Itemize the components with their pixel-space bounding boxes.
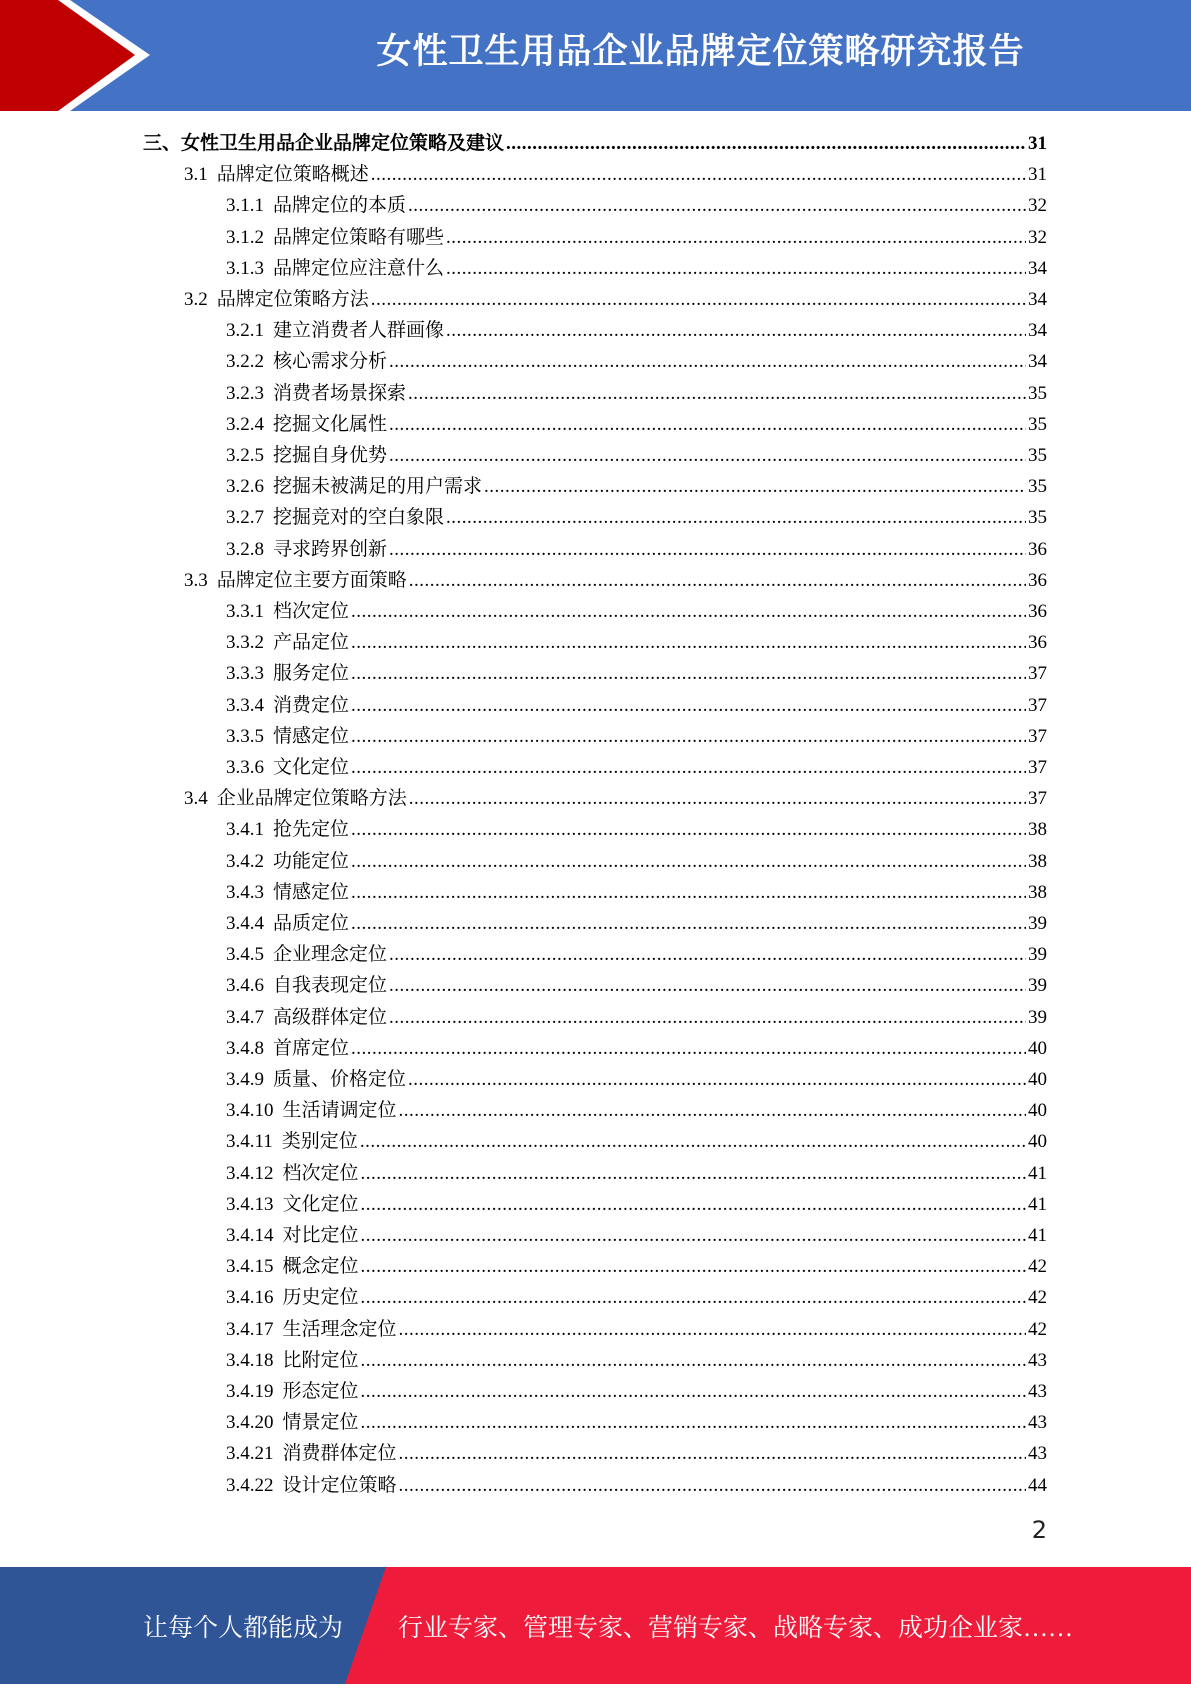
toc-dot-leader xyxy=(446,502,1026,533)
toc-dot-leader xyxy=(351,658,1026,689)
toc-dot-leader xyxy=(408,190,1026,221)
toc-entry-page: 42 xyxy=(1028,1256,1047,1278)
toc-entry[interactable] xyxy=(226,409,1047,440)
toc-dot-leader xyxy=(351,908,1026,939)
toc-entry-number: 3.4.19 xyxy=(226,1381,274,1402)
toc-entry-title: 情感定位 xyxy=(273,725,350,747)
toc-entry[interactable] xyxy=(226,378,1047,409)
toc-dot-leader xyxy=(389,346,1026,377)
toc-entry[interactable] xyxy=(226,846,1047,877)
toc-entry-number: 3.2.1 xyxy=(226,320,264,342)
toc-entry[interactable] xyxy=(226,471,1047,502)
toc-entry-page: 34 xyxy=(1028,289,1047,310)
toc-entry-number: 3.2.2 xyxy=(226,351,264,373)
toc-entry-page: 39 xyxy=(1028,1006,1047,1028)
toc-entry[interactable] xyxy=(184,783,1047,814)
toc-entry-page: 41 xyxy=(1028,1193,1047,1215)
toc-entry-page: 37 xyxy=(1028,694,1047,716)
toc-entry-title: 服务定位 xyxy=(273,663,350,685)
toc-entry-page: 36 xyxy=(1028,601,1047,622)
toc-entry-page: 34 xyxy=(1028,257,1047,279)
toc-entry-number: 3.4.3 xyxy=(226,881,264,903)
toc-entry-page: 35 xyxy=(1028,413,1047,435)
toc-entry-title: 女性卫生用品企业品牌定位策略及建议 xyxy=(181,133,505,154)
toc-entry-page: 36 xyxy=(1028,538,1047,560)
toc-dot-leader xyxy=(389,409,1026,440)
toc-entry-page: 32 xyxy=(1028,226,1047,248)
toc-entry-page: 43 xyxy=(1028,1443,1047,1465)
toc-entry-number: 3.4.9 xyxy=(226,1069,264,1090)
toc-entry[interactable] xyxy=(226,1095,1047,1126)
toc-entry-title: 质量、价格定位 xyxy=(273,1069,407,1090)
toc-entry-page: 37 xyxy=(1028,663,1047,685)
toc-entry-number: 3.4.4 xyxy=(226,913,264,934)
toc-entry-title: 品牌定位策略方法 xyxy=(216,289,369,310)
toc-dot-leader xyxy=(409,783,1026,814)
toc-dot-leader xyxy=(408,1064,1026,1095)
toc-entry-title: 挖掘未被满足的用户需求 xyxy=(273,476,483,498)
toc-dot-leader xyxy=(351,721,1026,752)
toc-entry[interactable] xyxy=(226,721,1047,752)
toc-entry-page: 41 xyxy=(1028,1162,1047,1184)
toc-entry[interactable] xyxy=(184,565,1047,596)
toc-dot-leader xyxy=(446,222,1026,253)
toc-entry[interactable] xyxy=(226,1002,1047,1033)
toc-entry-page: 35 xyxy=(1028,507,1047,529)
toc-entry-number: 3.2.7 xyxy=(226,507,264,529)
toc-dot-leader xyxy=(361,1407,1026,1438)
toc-dot-leader xyxy=(371,159,1026,190)
toc-dot-leader xyxy=(361,1189,1026,1220)
toc-entry-title: 企业品牌定位策略方法 xyxy=(216,788,407,810)
toc-entry[interactable] xyxy=(226,1064,1047,1095)
page-header xyxy=(0,0,1191,111)
toc-entry-title: 企业理念定位 xyxy=(273,944,388,966)
toc-entry-title: 品质定位 xyxy=(273,913,350,934)
toc-entry[interactable] xyxy=(226,1376,1047,1407)
toc-entry[interactable] xyxy=(226,814,1047,845)
toc-entry[interactable] xyxy=(226,690,1047,721)
toc-entry-number: 3.4.8 xyxy=(226,1037,264,1059)
toc-entry[interactable] xyxy=(226,346,1047,377)
toc-entry[interactable] xyxy=(226,1189,1047,1220)
toc-entry-number: 3.4.14 xyxy=(226,1225,274,1246)
toc-entry[interactable] xyxy=(226,1282,1047,1313)
toc-dot-leader xyxy=(361,1345,1026,1376)
toc-entry[interactable] xyxy=(226,1033,1047,1064)
toc-entry-page: 40 xyxy=(1028,1100,1047,1122)
toc-entry-number: 3.1.2 xyxy=(226,226,264,248)
toc-entry-title: 功能定位 xyxy=(273,850,350,872)
toc-entry-page: 31 xyxy=(1028,133,1047,154)
toc-dot-leader xyxy=(360,1126,1026,1157)
toc-entry[interactable] xyxy=(226,1470,1047,1501)
toc-entry-page: 39 xyxy=(1028,913,1047,934)
toc-entry[interactable] xyxy=(226,1251,1047,1282)
toc-entry[interactable] xyxy=(226,939,1047,970)
footer-slogan-right: 行业专家、管理专家、营销专家、战略专家、成功企业家…… xyxy=(398,1615,1074,1642)
toc-entry[interactable] xyxy=(226,502,1047,533)
toc-entry[interactable] xyxy=(226,627,1047,658)
toc-entry[interactable] xyxy=(226,1126,1047,1157)
toc-entry[interactable] xyxy=(226,658,1047,689)
toc-dot-leader xyxy=(399,1470,1026,1501)
toc-entry[interactable] xyxy=(226,1314,1047,1345)
toc-entry[interactable] xyxy=(226,1407,1047,1438)
toc-entry-title: 档次定位 xyxy=(282,1162,359,1184)
toc-entry-number: 3.3.3 xyxy=(226,663,264,685)
toc-entry-title: 情感定位 xyxy=(273,881,350,903)
toc-entry-title: 品牌定位主要方面策略 xyxy=(216,569,407,591)
toc-entry-page: 40 xyxy=(1028,1131,1047,1153)
toc-dot-leader xyxy=(399,1314,1026,1345)
toc-dot-leader xyxy=(351,752,1026,783)
toc-entry-title: 文化定位 xyxy=(282,1193,359,1215)
toc-dot-leader xyxy=(389,440,1026,471)
toc-entry-page: 35 xyxy=(1028,476,1047,498)
toc-entry-number: 3.3.2 xyxy=(226,632,264,654)
toc-entry-page: 38 xyxy=(1028,850,1047,872)
toc-entry-title: 消费者场景探索 xyxy=(273,382,407,404)
toc-entry-title: 挖掘竞对的空白象限 xyxy=(273,507,445,529)
toc-dot-leader xyxy=(351,877,1026,908)
toc-entry-title: 情景定位 xyxy=(282,1412,359,1434)
toc-entry[interactable] xyxy=(184,159,1047,190)
toc-entry-title: 类别定位 xyxy=(281,1131,358,1153)
toc-entry-title: 挖掘文化属性 xyxy=(273,413,388,435)
toc-entry-number: 3.3.1 xyxy=(226,601,264,622)
toc-entry-title: 档次定位 xyxy=(273,601,350,622)
toc-entry-number: 3.4.21 xyxy=(226,1443,274,1465)
toc-dot-leader xyxy=(361,1251,1026,1282)
toc-entry[interactable] xyxy=(226,596,1047,627)
toc-dot-leader xyxy=(351,690,1026,721)
toc-dot-leader xyxy=(408,378,1026,409)
toc-entry-number: 3.2.3 xyxy=(226,382,264,404)
toc-entry[interactable] xyxy=(226,908,1047,939)
toc-entry-title: 文化定位 xyxy=(273,757,350,778)
toc-entry-page: 43 xyxy=(1028,1349,1047,1371)
toc-entry-number: 3.3.6 xyxy=(226,757,264,778)
toc-dot-leader xyxy=(361,1220,1026,1251)
toc-entry-page: 35 xyxy=(1028,382,1047,404)
toc-entry[interactable] xyxy=(226,534,1047,565)
toc-entry-number: 3.1.3 xyxy=(226,257,264,279)
toc-entry-title: 首席定位 xyxy=(273,1037,350,1059)
toc-entry-number: 3.2.6 xyxy=(226,476,264,498)
page-number: 2 xyxy=(1031,1516,1047,1544)
toc-entry-number: 3.3 xyxy=(184,569,208,591)
toc-entry-title: 寻求跨界创新 xyxy=(273,538,388,560)
toc-entry-number: 3.4.2 xyxy=(226,850,264,872)
toc-entry-page: 39 xyxy=(1028,944,1047,966)
toc-dot-leader xyxy=(399,1438,1026,1469)
toc-dot-leader xyxy=(389,534,1026,565)
toc-entry-page: 32 xyxy=(1028,195,1047,217)
toc-entry-page: 35 xyxy=(1028,445,1047,466)
toc-entry[interactable] xyxy=(226,1438,1047,1469)
toc-entry[interactable] xyxy=(226,190,1047,221)
toc-entry-number: 3.4.15 xyxy=(226,1256,274,1278)
toc-entry[interactable] xyxy=(226,1345,1047,1376)
toc-dot-leader xyxy=(351,1033,1026,1064)
toc-entry-page: 36 xyxy=(1028,569,1047,591)
toc-entry-number: 3.3.5 xyxy=(226,725,264,747)
toc-entry-number: 3.4.22 xyxy=(226,1474,274,1496)
toc-entry-page: 34 xyxy=(1028,351,1047,373)
toc-entry-title: 挖掘自身优势 xyxy=(273,445,388,466)
toc-entry-page: 31 xyxy=(1028,164,1047,186)
toc-entry-page: 38 xyxy=(1028,819,1047,841)
toc-entry-number: 3.1 xyxy=(184,164,208,186)
toc-entry-title: 品牌定位的本质 xyxy=(273,195,407,217)
toc-entry-page: 36 xyxy=(1028,632,1047,654)
toc-entry-page: 43 xyxy=(1028,1381,1047,1402)
toc-dot-leader xyxy=(389,1002,1026,1033)
toc-entry[interactable] xyxy=(226,752,1047,783)
toc-entry-number: 3.2.5 xyxy=(226,445,264,466)
toc-entry-number: 3.3.4 xyxy=(226,694,264,716)
toc-entry-title: 抢先定位 xyxy=(273,819,350,841)
toc-entry-number: 3.4.17 xyxy=(226,1318,274,1340)
toc-dot-leader xyxy=(351,627,1026,658)
toc-entry-number: 3.4.10 xyxy=(226,1100,274,1122)
toc-entry-page: 37 xyxy=(1028,788,1047,810)
page-footer xyxy=(0,1567,1191,1684)
toc-entry-title: 品牌定位应注意什么 xyxy=(273,257,445,279)
toc-dot-leader xyxy=(361,1158,1026,1189)
toc-entry-page: 38 xyxy=(1028,881,1047,903)
toc-entry-title: 高级群体定位 xyxy=(273,1006,388,1028)
toc-entry-title: 品牌定位策略概述 xyxy=(216,164,369,186)
toc-entry-page: 44 xyxy=(1028,1474,1047,1496)
report-title: 女性卫生用品企业品牌定位策略研究报告 xyxy=(376,32,1025,72)
toc-entry-title: 形态定位 xyxy=(282,1381,359,1402)
toc-entry-page: 41 xyxy=(1028,1225,1047,1246)
toc-entry-title: 消费定位 xyxy=(273,694,350,716)
toc-dot-leader xyxy=(389,970,1026,1001)
toc-dot-leader xyxy=(484,471,1026,502)
toc-dot-leader xyxy=(446,315,1026,346)
toc-dot-leader xyxy=(351,596,1026,627)
toc-entry-number: 3.4.7 xyxy=(226,1006,264,1028)
toc-entry-title: 核心需求分析 xyxy=(273,351,388,373)
toc-entry-page: 43 xyxy=(1028,1412,1047,1434)
toc-dot-leader xyxy=(371,284,1026,315)
toc-entry[interactable] xyxy=(226,1220,1047,1251)
toc-entry-number: 3.4.6 xyxy=(226,975,264,997)
toc-entry-number: 3.4.20 xyxy=(226,1412,274,1434)
toc-entry[interactable] xyxy=(226,1158,1047,1189)
toc-entry-number: 3.4.11 xyxy=(226,1131,273,1153)
toc-entry[interactable] xyxy=(226,440,1047,471)
toc-entry-number: 3.1.1 xyxy=(226,195,264,217)
toc-entry-number: 3.4.1 xyxy=(226,819,264,841)
toc-entry-title: 对比定位 xyxy=(282,1225,359,1246)
toc-entry-number: 3.2 xyxy=(184,289,208,310)
toc-dot-leader xyxy=(361,1376,1026,1407)
toc-entry-title: 产品定位 xyxy=(273,632,350,654)
toc-entry-title: 消费群体定位 xyxy=(282,1443,397,1465)
toc-entry-number: 3.4.16 xyxy=(226,1287,274,1309)
toc-entry-title: 品牌定位策略有哪些 xyxy=(273,226,445,248)
footer-slogan-left: 让每个人都能成为 xyxy=(143,1615,344,1642)
toc-entry-number: 3.4.18 xyxy=(226,1349,274,1371)
toc-dot-leader xyxy=(361,1282,1026,1313)
toc-entry-page: 42 xyxy=(1028,1318,1047,1340)
toc-entry-number: 3.4 xyxy=(184,788,208,810)
toc-entry-page: 39 xyxy=(1028,975,1047,997)
toc-entry-page: 37 xyxy=(1028,725,1047,747)
toc-entry-title: 概念定位 xyxy=(282,1256,359,1278)
toc-entry[interactable] xyxy=(226,315,1047,346)
toc-entry-number: 三、 xyxy=(143,133,182,154)
toc-entry[interactable] xyxy=(226,970,1047,1001)
toc-entry-number: 3.2.4 xyxy=(226,413,264,435)
toc-entry-page: 40 xyxy=(1028,1069,1047,1090)
toc-entry[interactable] xyxy=(184,284,1047,315)
toc-entry-number: 3.4.12 xyxy=(226,1162,274,1184)
toc-dot-leader xyxy=(446,253,1026,284)
toc-dot-leader xyxy=(351,814,1026,845)
toc-entry-title: 生活请调定位 xyxy=(282,1100,397,1122)
toc-entry-title: 比附定位 xyxy=(282,1349,359,1371)
toc-dot-leader xyxy=(506,128,1026,159)
toc-dot-leader xyxy=(389,939,1026,970)
toc-entry-page: 40 xyxy=(1028,1037,1047,1059)
toc-dot-leader xyxy=(399,1095,1026,1126)
toc-entry-title: 自我表现定位 xyxy=(273,975,388,997)
toc-entry-number: 3.4.13 xyxy=(226,1193,274,1215)
toc-entry-page: 42 xyxy=(1028,1287,1047,1309)
toc-entry-title: 建立消费者人群画像 xyxy=(273,320,445,342)
toc-entry-page: 37 xyxy=(1028,757,1047,778)
toc-entry[interactable] xyxy=(226,253,1047,284)
toc-entry[interactable] xyxy=(226,222,1047,253)
toc-entry-page: 34 xyxy=(1028,320,1047,342)
toc-entry-number: 3.2.8 xyxy=(226,538,264,560)
toc-dot-leader xyxy=(409,565,1026,596)
toc-entry[interactable] xyxy=(226,877,1047,908)
toc-entry-title: 设计定位策略 xyxy=(282,1474,397,1496)
toc-dot-leader xyxy=(351,846,1026,877)
toc-entry[interactable] xyxy=(143,128,1047,159)
toc-entry-title: 生活理念定位 xyxy=(282,1318,397,1340)
toc-entry-number: 3.4.5 xyxy=(226,944,264,966)
toc-entry-title: 历史定位 xyxy=(282,1287,359,1309)
